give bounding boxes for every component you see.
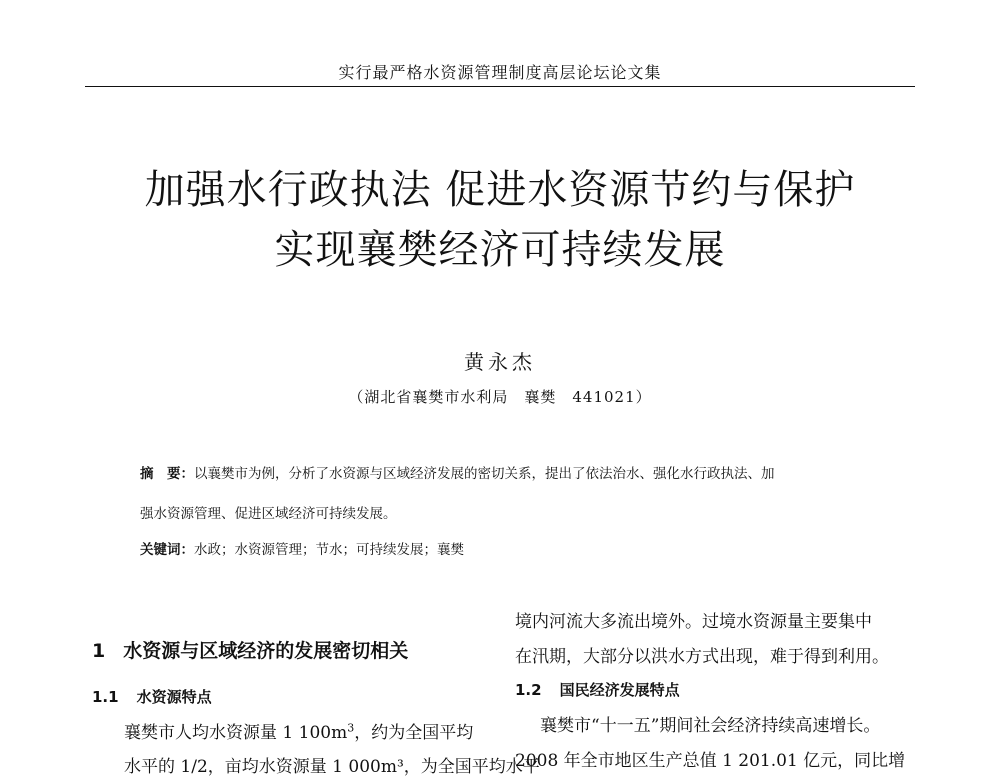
subsection-1-1-heading (92, 686, 212, 707)
author: 黄永杰 (464, 350, 536, 374)
section-1-number: 1 (92, 640, 106, 662)
left-column-line-1 (124, 718, 473, 743)
title-line-2: 实现襄樊经济可持续发展 (274, 227, 726, 273)
right-column-line-1: 境内河流大多流出境外。过境水资源量主要集中 (515, 612, 872, 632)
abstract-line-1: 以襄樊市为例，分析了水资源与区域经济发展的密切关系，提出了依法治水、强化水行政执法、加 (194, 466, 775, 482)
keywords-label: 关键词： (140, 542, 194, 558)
right-column-line-4: 2008 年全市地区生产总值 1 201.01 亿元，同比增 (515, 751, 906, 771)
subsection-1-1-title: 水资源特点 (136, 688, 212, 706)
abstract (140, 462, 880, 482)
subsection-1-2-title: 国民经济发展特点 (559, 681, 680, 699)
keywords (140, 538, 880, 558)
title-line-1: 加强水行政执法 促进水资源节约与保护 (144, 167, 856, 213)
abstract-line-2: 强水资源管理、促进区域经济可持续发展。 (140, 506, 397, 522)
keywords-text: 水政；水资源管理；节水；可持续发展；襄樊 (194, 542, 464, 558)
section-1-heading (92, 636, 408, 663)
running-head: 实行最严格水资源管理制度高层论坛论文集 (338, 63, 662, 82)
header-rule (85, 86, 915, 87)
section-1-title: 水资源与区域经济的发展密切相关 (123, 640, 409, 662)
left-line-1-tail: ，约为全国平均 (354, 723, 474, 743)
superscript-3: 3 (347, 721, 355, 735)
abstract-label: 摘 要： (140, 466, 194, 482)
subsection-1-2-heading (515, 679, 680, 700)
affiliation: （湖北省襄樊市水利局 襄樊 441021） (348, 388, 652, 406)
left-column-line-2: 水平的 1/2，亩均水资源量 1 000m³，为全国平均水平 (124, 757, 540, 777)
right-column-line-3: 襄樊市“十一五”期间社会经济持续高速增长。 (540, 716, 881, 736)
right-column-line-2: 在汛期，大部分以洪水方式出现，难于得到利用。 (515, 647, 889, 667)
subsection-1-2-number: 1.2 (515, 681, 542, 699)
left-line-1-text: 襄樊市人均水资源量 1 100m (124, 723, 348, 743)
subsection-1-1-number: 1.1 (92, 688, 119, 706)
